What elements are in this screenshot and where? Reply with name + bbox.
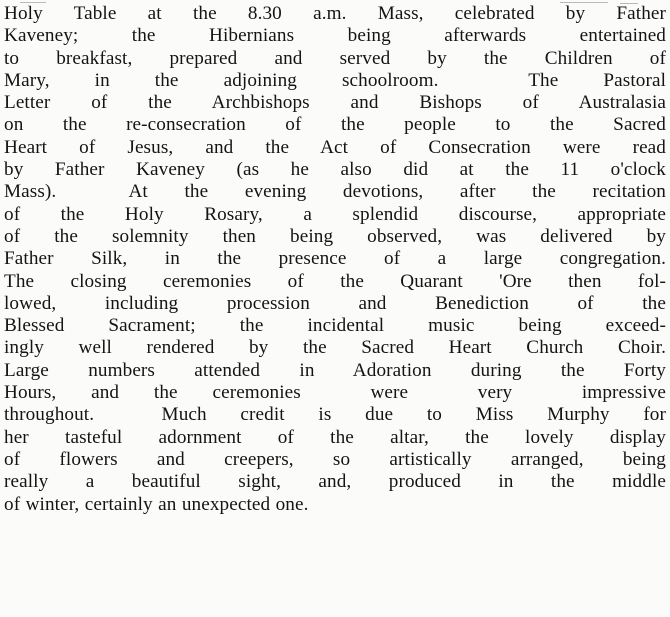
article-line: on the re-consecration of the people to the Sacred (4, 114, 666, 136)
article-line: of flowers and creepers, so artistically arranged, being (4, 448, 666, 470)
article-line: of the solemnity then being observed, was delivered by (4, 225, 666, 247)
article-column (4, 3, 666, 516)
article-line: Blessed Sacrament; the incidental music being exceed- (4, 315, 666, 337)
article-line: of the Holy Rosary, a splendid discourse, appropriate (4, 203, 666, 225)
article-line: lowed, including procession and Benediction of the (4, 292, 666, 314)
article-line: to breakfast, prepared and served by the Children of (4, 47, 666, 69)
article-line: Hours, and the ceremonies were very impressive (4, 382, 666, 404)
article-line: really a beautiful sight, and, produced in the middle (4, 471, 666, 493)
article-line: Letter of the Archbishops and Bishops of Australasia (4, 92, 666, 114)
article-line: Heart of Jesus, and the Act of Consecration were read (4, 136, 666, 158)
article-line: Large numbers attended in Adoration during the Forty (4, 359, 666, 381)
article-line: by Father Kaveney (as he also did at the 11 o'clock (4, 159, 666, 181)
article-line: Father Silk, in the presence of a large congregation. (4, 248, 666, 270)
article-line: her tasteful adornment of the altar, the lovely display (4, 426, 666, 448)
article-line: The closing ceremonies of the Quarant 'Ore then fol- (4, 270, 666, 292)
article-line: Mass). At the evening devotions, after the recitation (4, 181, 666, 203)
article-line: throughout. Much credit is due to Miss Murphy for (4, 404, 666, 426)
article-line: ingly well rendered by the Sacred Heart Church Choir. (4, 337, 666, 359)
article-line: Holy Table at the 8.30 a.m. Mass, celebrated by Father (4, 3, 666, 24)
article-line: Kaveney; the Hibernians being afterwards entertained (4, 25, 666, 47)
article-line: of winter, certainly an unexpected one. (4, 493, 309, 515)
article-line: Mary, in the adjoining schoolroom. The Pastoral (4, 69, 666, 91)
